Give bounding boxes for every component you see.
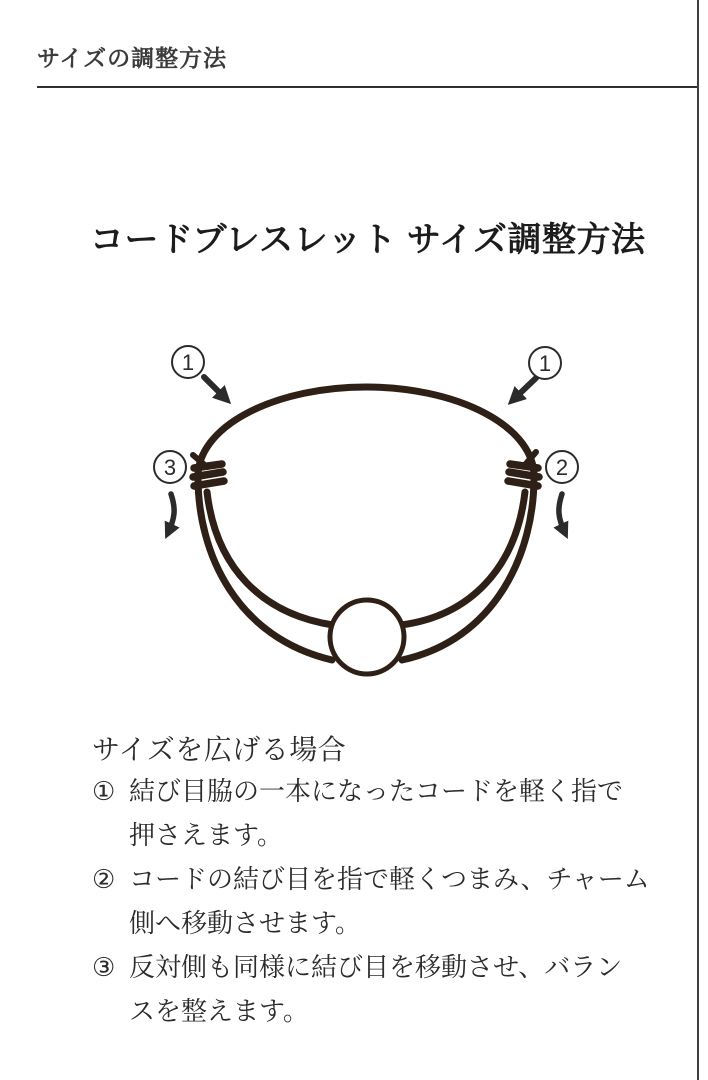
list-item [92,857,667,945]
item-text-line: 側へ移動させます。 [129,908,361,938]
cord-outer-right [402,474,534,660]
section-heading: サイズを広げる場合 [92,734,347,765]
cord-top-loop [198,387,534,476]
item-text-line: 結び目脇の一本になったコードを軽く指で [129,776,624,806]
item-number: ③ [92,952,116,982]
cord-inner-right [401,492,525,625]
cord-outer-left [198,474,332,660]
instruction-list [92,769,667,1033]
cord-inner-left [207,492,333,625]
list-item [92,769,667,857]
arrow-left-down-icon [168,494,174,533]
bracelet-diagram-svg [140,330,600,695]
page-title: サイズの調整方法 [37,45,228,71]
item-text-line: スを整えます。 [129,996,309,1026]
charm-circle [330,600,404,674]
list-item [92,945,667,1033]
label-left: 3 [163,455,177,480]
item-number: ① [92,776,116,806]
step23-arrows [168,494,565,533]
header-divider [37,86,697,88]
label-top-left: 1 [181,350,195,375]
item-text-line: コードの結び目を指で軽くつまみ、チャーム [129,864,650,894]
item-text-line: 反対側も同様に結び目を移動させ、バラン [129,952,623,982]
label-top-right: 1 [538,351,552,376]
arrow-right-down-icon [559,494,565,533]
bracelet-diagram [140,330,600,695]
item-number: ② [92,864,116,894]
arrow-top-right-icon [513,378,536,400]
diagram-title: コードブレスレット サイズ調整方法 [90,221,646,259]
arrow-top-left-icon [204,377,226,399]
item-text-line: 押さえます。 [129,820,283,850]
label-right: 2 [555,455,569,480]
page-right-border [697,0,699,1080]
